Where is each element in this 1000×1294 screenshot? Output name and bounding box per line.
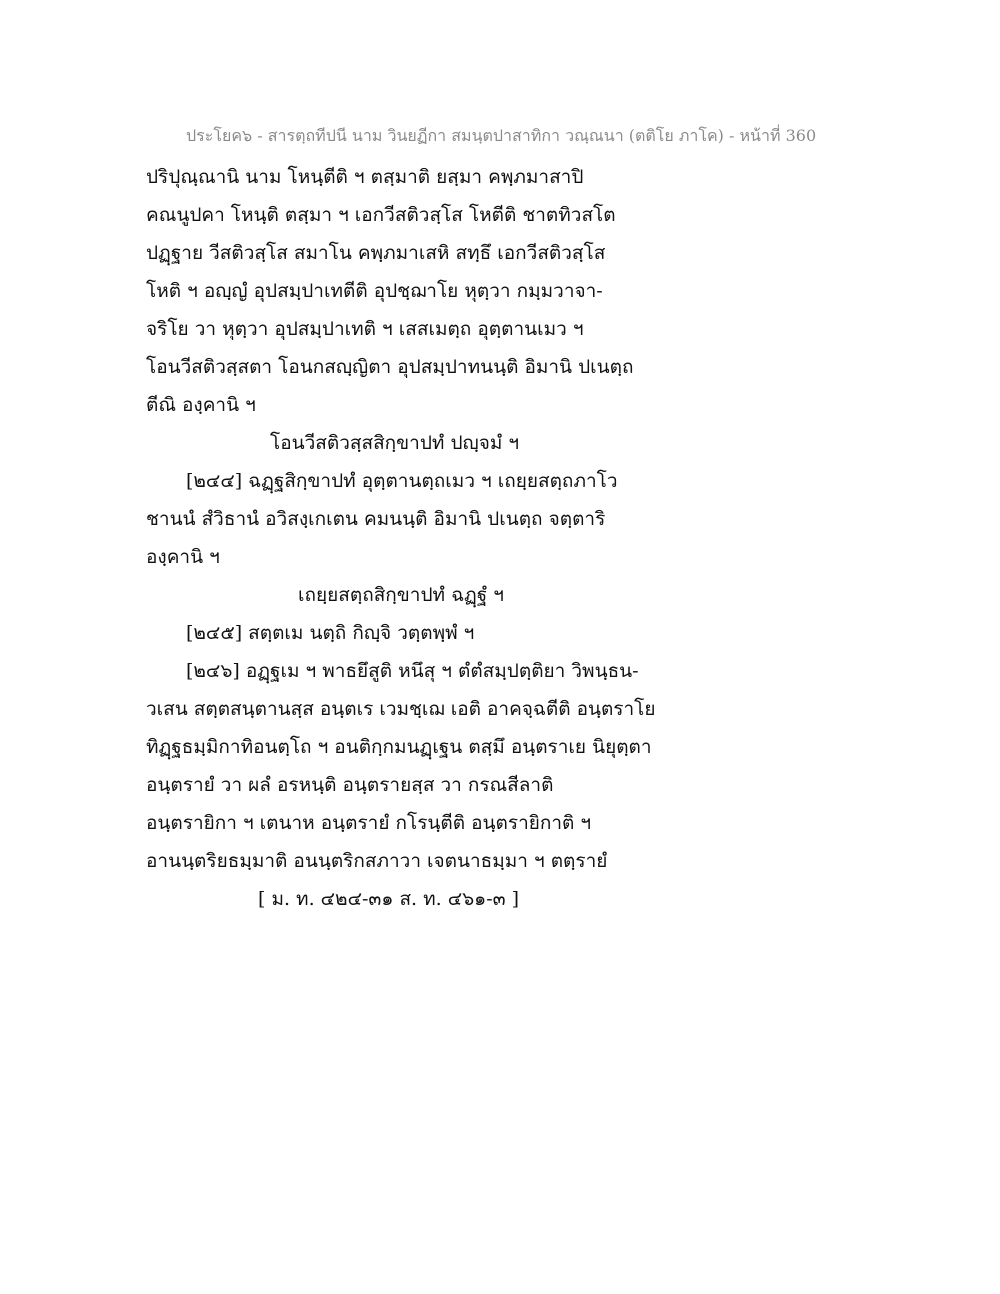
text-line: ทิฏฺฐธมฺมิกาทิอนตฺโถ ฯ อนติกฺกมนฏฺเฐน ตสฺมึ อนฺตราเย นิยุตฺตา <box>146 736 652 758</box>
text-line: ชานนํ สํวิธานํ อวิสงฺเกเตน คมนนฺติ อิมานิ ปเนตฺถ จตฺตาริ <box>146 508 606 530</box>
text-line: อานนฺตริยธมฺมาติ อนนฺตริกสภาวา เจตนาธมฺมา ฯ ตตฺรายํ <box>146 850 608 872</box>
body-text <box>146 158 846 918</box>
page-header: ประโยค๖ - สารตฺถทีปนี นาม วินยฏีกา สมนฺตปาสาทิกา วณฺณนา (ตติโย ภาโค) - หน้าที่ 360 <box>186 126 817 145</box>
text-line: ปฏฺฐาย วีสติวสฺโส สมาโน คพฺภมาเสหิ สทฺธึ เอกวีสติวสฺโส <box>146 242 606 264</box>
text-line: ตีณิ องฺคานิ ฯ <box>146 394 256 416</box>
text-line: อนฺตรายิกา ฯ เตนาห อนฺตรายํ กโรนฺตีติ อนฺตรายิกาติ ฯ <box>146 812 592 834</box>
text-line: โหติ ฯ อญฺญํ อุปสมฺปาเทตีติ อุปชฺฌาโย หุตฺวา กมฺมวาจา- <box>146 280 603 302</box>
text-line: ปริปุณฺณานิ นาม โหนฺตีติ ฯ ตสฺมาติ ยสฺมา คพฺภมาสาปิ <box>146 166 584 188</box>
text-line: [๒๔๖] อฏฺฐเม ฯ พาธยึสูติ หนึสุ ฯ ตํตํสมฺปตฺติยา วิพนฺธน- <box>186 660 639 682</box>
section-title: โอนวีสติวสฺสสิกฺขาปทํ ปญฺจมํ ฯ <box>270 432 520 454</box>
text-line: อนฺตรายํ วา ผลํ อรหนฺติ อนฺตรายสฺส วา กรณสีลาติ <box>146 774 554 796</box>
text-line: คณนูปคา โหนฺติ ตสฺมา ฯ เอกวีสติวสฺโส โหตีติ ชาตทิวสโต <box>146 204 616 226</box>
text-line: องฺคานิ ฯ <box>146 546 220 568</box>
text-line: [๒๔๔] ฉฏฺฐสิกฺขาปทํ อุตฺตานตฺถเมว ฯ เถยฺยสตฺถภาโว <box>186 470 618 492</box>
text-line: [๒๔๕] สตฺตเม นตฺถิ กิญฺจิ วตฺตพฺพํ ฯ <box>186 622 475 644</box>
text-line: จริโย วา หุตฺวา อุปสมฺปาเทติ ฯ เสสเมตฺถ อุตฺตานเมว ฯ <box>146 318 584 340</box>
text-line: วเสน สตฺตสนฺตานสฺส อนฺตเร เวมชฺเฌ เอติ อาคจฺฉตีติ อนฺตราโย <box>146 698 656 720</box>
text-line: โอนวีสติวสฺสตา โอนกสญฺญิตา อุปสมฺปาทนนฺติ อิมานิ ปเนตฺถ <box>146 356 634 378</box>
section-title: เถยฺยสตฺถสิกฺขาปทํ ฉฏฺฐํ ฯ <box>298 584 504 606</box>
reference-citation: [ ม. ท. ๔๒๔-๓๑ ส. ท. ๔๖๑-๓ ] <box>258 888 520 910</box>
